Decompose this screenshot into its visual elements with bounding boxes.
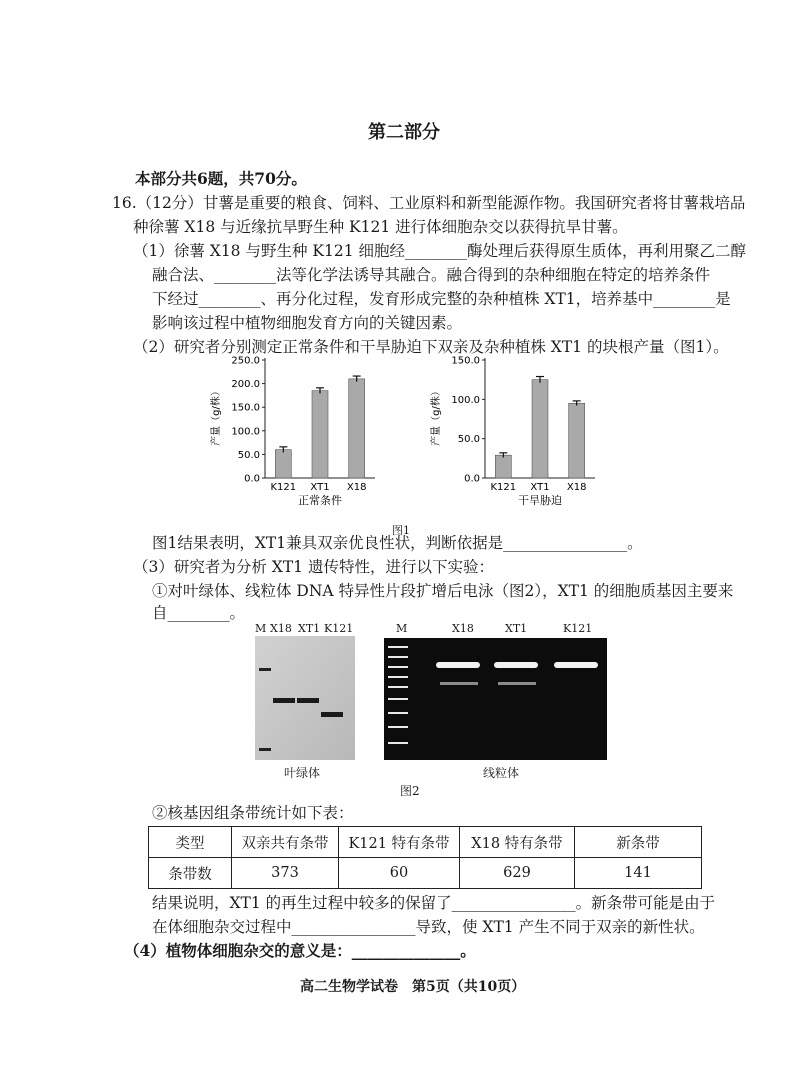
table-header-cell: 新条带 xyxy=(575,827,702,858)
q16-line-6: 影响该过程中植物细胞发育方向的关键因素。 xyxy=(152,314,463,332)
y-tick-label: 50.0 xyxy=(237,449,260,461)
y-tick-label: 250.0 xyxy=(231,355,260,367)
chloro-lane-xt1: XT1 xyxy=(298,622,321,635)
y-tick-label: 200.0 xyxy=(231,379,260,391)
chloro-label: 叶绿体 xyxy=(284,766,321,780)
y-tick-label: 0.0 xyxy=(244,473,260,485)
section-intro: 本部分共6题，共70分。 xyxy=(135,169,307,188)
x-tick-label: K121 xyxy=(270,482,297,493)
y-tick-label: 100.0 xyxy=(451,394,480,406)
chloro-marker-band xyxy=(259,668,271,671)
figure1-chart-normal xyxy=(205,350,395,522)
table-intro: ②核基因组条带统计如下表： xyxy=(152,804,354,822)
mito-xt1-band-upper xyxy=(494,662,538,668)
bar-x18 xyxy=(349,379,365,478)
mito-lane-x18: X18 xyxy=(452,622,474,635)
q16-line-7: （2）研究者分别测定正常条件和干旱胁迫下双亲及杂种植株 XT1 的块根产量（图1）。 xyxy=(133,338,729,356)
table-header-row xyxy=(149,827,702,858)
y-axis-label: 产量（g/株） xyxy=(431,386,442,446)
table-cell: 条带数 xyxy=(149,858,232,889)
chloro-lane-x18: X18 xyxy=(270,622,292,635)
table-row xyxy=(149,858,702,889)
y-axis-label: 产量（g/株） xyxy=(211,386,222,446)
mito-x18-band-lower xyxy=(440,682,478,685)
y-tick-label: 150.0 xyxy=(451,355,480,367)
chloro-x18-band xyxy=(273,698,295,703)
bar-k121 xyxy=(495,455,511,478)
x-axis-label: 干旱胁迫 xyxy=(518,494,562,507)
mito-label: 线粒体 xyxy=(483,766,520,780)
part3-line-3: 自________。 xyxy=(152,604,246,622)
table-header-cell: X18 特有条带 xyxy=(460,827,575,858)
table-cell: 373 xyxy=(232,858,339,889)
q16-line-3: （1）徐薯 X18 与野生种 K121 细胞经________酶处理后获得原生质体，再利用聚乙二醇 xyxy=(133,242,746,260)
table-cell: 60 xyxy=(339,858,460,889)
y-tick-label: 0.0 xyxy=(464,473,480,485)
q16-line-4: 融合法、________法等化学法诱导其融合。融合得到的杂种细胞在特定的培养条件 xyxy=(152,266,711,284)
y-tick-label: 150.0 xyxy=(231,402,260,414)
x-tick-label: XT1 xyxy=(310,482,330,493)
chloro-k121-band xyxy=(321,712,343,717)
section-title: 第二部分 xyxy=(368,122,440,143)
chloro-lane-k121: K121 xyxy=(324,622,354,635)
part4-line: （4）植物体细胞杂交的意义是：______________。 xyxy=(124,941,476,960)
band-count-table xyxy=(148,826,702,889)
bar-xt1 xyxy=(312,391,328,478)
q16-line-1: 16.（12分）甘薯是重要的粮食、饲料、工业原料和新型能源作物。我国研究者将甘薯栽培品 xyxy=(112,194,746,212)
table-cell: 141 xyxy=(575,858,702,889)
bar-x18 xyxy=(569,403,585,478)
q16-line-5: 下经过________、再分化过程，发育形成完整的杂种植株 XT1，培养基中________是 xyxy=(152,290,731,308)
mito-lane-k121: K121 xyxy=(563,622,593,635)
mito-lane-xt1: XT1 xyxy=(505,622,528,635)
mitochondria-gel xyxy=(384,638,607,760)
part3-line-2: ①对叶绿体、线粒体 DNA 特异性片段扩增后电泳（图2），XT1 的细胞质基因主要来 xyxy=(152,582,734,600)
chloro-marker-band xyxy=(259,748,271,751)
bar-k121 xyxy=(275,450,291,478)
x-tick-label: XT1 xyxy=(530,482,550,493)
part3-line-1: （3）研究者为分析 XT1 遗传特性，进行以下实验： xyxy=(133,558,494,576)
table-header-cell: K121 特有条带 xyxy=(339,827,460,858)
chloro-lane-m: M xyxy=(255,622,267,635)
mito-x18-band-upper xyxy=(436,662,480,668)
table-cell: 629 xyxy=(460,858,575,889)
y-tick-label: 100.0 xyxy=(231,426,260,438)
figure1-chart-drought xyxy=(425,350,615,522)
bar-xt1 xyxy=(532,380,548,478)
x-tick-label: K121 xyxy=(490,482,517,493)
table-header-cell: 双亲共有条带 xyxy=(232,827,339,858)
mito-k121-band-upper xyxy=(554,662,598,668)
chloroplast-gel xyxy=(255,636,355,760)
fig1-conclusion: 图1结果表明，XT1兼具双亲优良性状，判断依据是________________。 xyxy=(152,534,643,552)
mito-lane-m: M xyxy=(396,622,408,635)
q16-line-2: 种徐薯 X18 与近缘抗旱野生种 K121 进行体细胞杂交以获得抗旱甘薯。 xyxy=(133,218,628,236)
figure1-caption: 图1 xyxy=(392,524,410,537)
page-footer: 高二生物学试卷 第5页（共10页） xyxy=(300,979,526,995)
table-header-cell: 类型 xyxy=(149,827,232,858)
after-table-line-2: 在体细胞杂交过程中________________导致，使 XT1 产生不同于双亲的新性状。 xyxy=(152,918,705,936)
x-axis-label: 正常条件 xyxy=(298,494,342,507)
figure2-caption: 图2 xyxy=(400,784,420,798)
mito-xt1-band-lower xyxy=(498,682,536,685)
after-table-line-1: 结果说明，XT1 的再生过程中较多的保留了________________。新条带可能是由于 xyxy=(152,894,716,912)
x-tick-label: X18 xyxy=(566,482,587,493)
chloro-xt1-band xyxy=(297,698,319,703)
y-tick-label: 50.0 xyxy=(457,434,480,446)
x-tick-label: X18 xyxy=(346,482,367,493)
